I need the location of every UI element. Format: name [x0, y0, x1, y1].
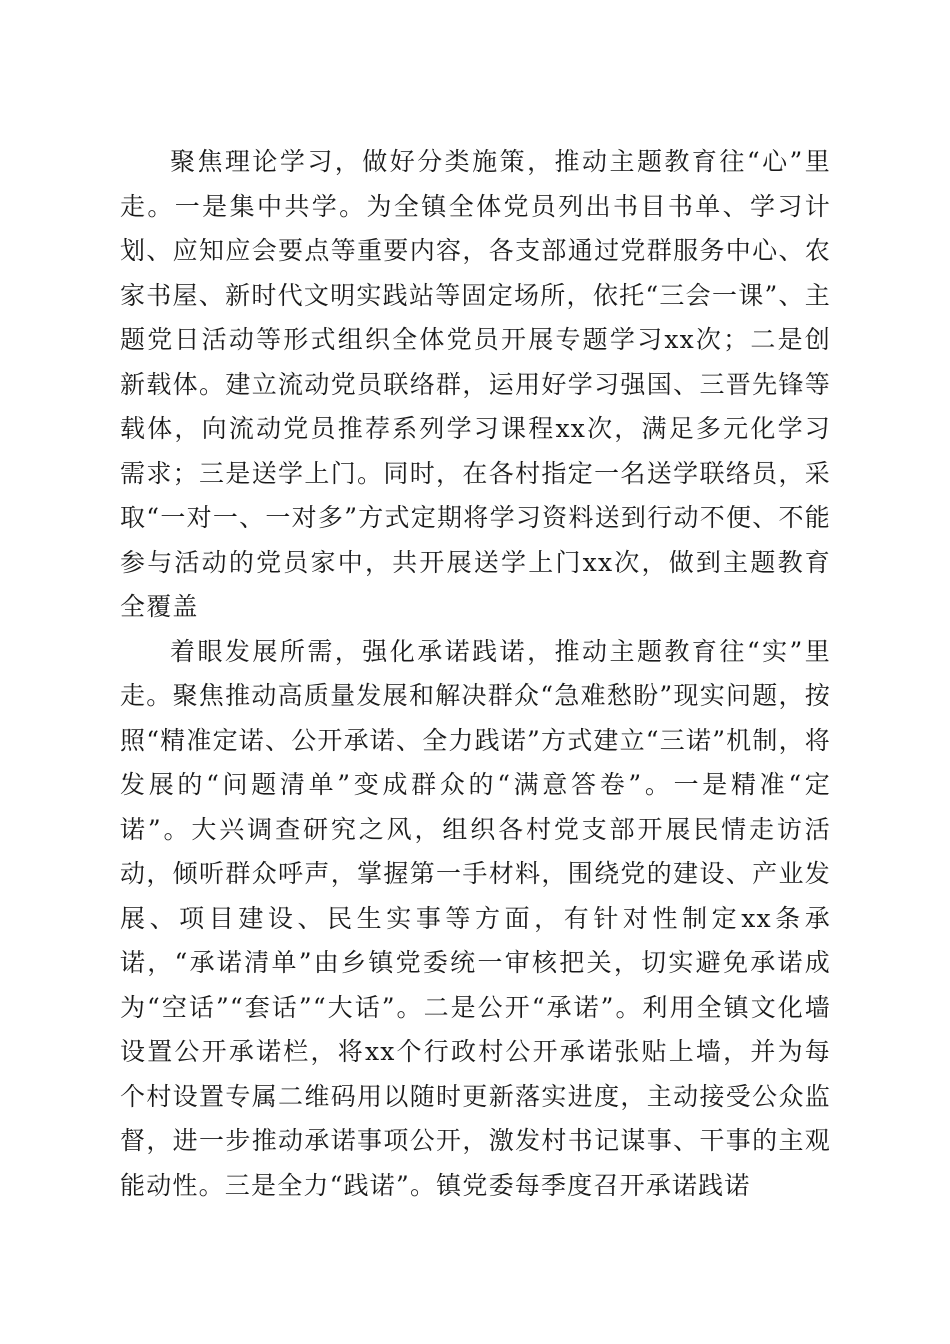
document-body — [120, 140, 831, 1208]
paragraph-theory-study: 聚焦理论学习，做好分类施策，推动主题教育往“心”里走。一是集中共学。为全镇全体党员列出书目书单、学习计划、应知应会要点等重要内容，各支部通过党群服务中心、农家书屋、新时代文明实践站等固定场所，依托“三会一课”、主题党日活动等形式组织全体党员开展专题学习xx次；二是创新载体。建立流动党员联络群，运用好学习强国、三晋先锋等载体，向流动党员推荐系列学习课程xx次，满足多元化学习需求；三是送学上门。同时，在各村指定一名送学联络员，采取“一对一、一对多”方式定期将学习资料送到行动不便、不能参与活动的党员家中，共开展送学上门xx次，做到主题教育全覆盖 — [120, 147, 831, 621]
paragraph-development-commitment: 着眼发展所需，强化承诺践诺，推动主题教育往“实”里走。聚焦推动高质量发展和解决群众“急难愁盼”现实问题，按照“精准定诺、公开承诺、全力践诺”方式建立“三诺”机制，将发展的“问题清单”变成群众的“满意答卷”。一是精准“定诺”。大兴调查研究之风，组织各村党支部开展民情走访活动，倾听群众呼声，掌握第一手材料，围绕党的建设、产业发展、项目建设、民生实事等方面，有针对性制定xx条承诺，“承诺清单”由乡镇党委统一审核把关，切实避免承诺成为“空话”“套话”“大话”。二是公开“承诺”。利用全镇文化墙设置公开承诺栏，将xx个行政村公开承诺张贴上墙，并为每个村设置专属二维码用以随时更新落实进度，主动接受公众监督，进一步推动承诺事项公开，激发村书记谋事、干事的主观能动性。三是全力“践诺”。镇党委每季度召开承诺践诺 — [120, 636, 831, 1200]
